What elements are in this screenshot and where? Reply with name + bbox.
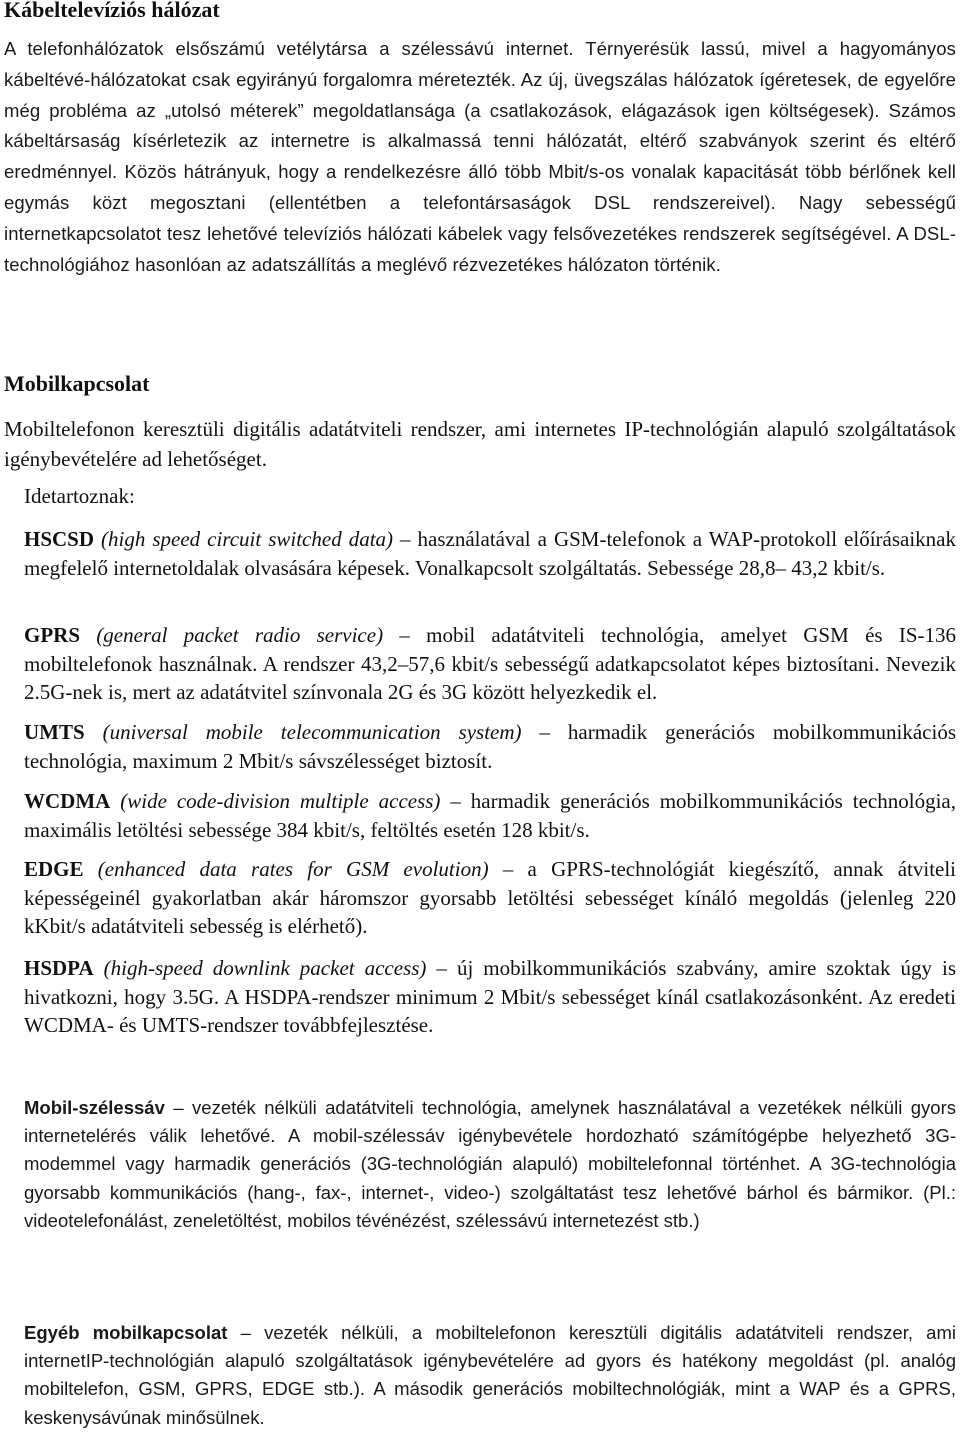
term-umts: UMTS [24, 720, 85, 744]
section-heading-cable-tv: Kábeltelevíziós hálózat [4, 0, 220, 22]
text-wcdma: – harmadik generációs mobilkommunikációs technológia, maximális letöltési sebessége 384 kbit/s, feltöltés esetén 128 kbit/s. [24, 789, 956, 842]
paragraph-cable-tv: A telefonhálózatok elsőszámú vetélytársa a szélessávú internet. Térnyerésük lassú, mivel a hagyományos kábeltévé-hálózatokat csak egyirányú forgalomra méretezték. Az új, üvegszálas hálózatok ígéretesek, de egyelőre még probléma az „utolsó méterek” megoldatlansága (a csatlakozások, elágazások igen költségesek). Számos kábeltársaság kísérletezik az internetre is alkalmassá tenni hálózatát, eltérő szabványok szerint és eltérő eredménnyel. Közös hátrányuk, hogy a rendelkezésre álló több Mbit/s-os vonalak kapacitását több bérlőnek kell egymás közt megosztani (ellentétben a telefontársaságok DSL rendszereivel). Nagy sebességű internetkapcsolatot tesz lehetővé televíziós hálózati kábelek vagy felsővezetékes rendszerek segítségével. A DSL-technológiához hasonlóan az adatszállítás a meglévő rézvezetékes hálózaton történik. [4, 38, 956, 275]
term-wcdma: WCDMA [24, 789, 111, 813]
list-item-hsdpa [24, 954, 956, 1040]
term-hscsd: HSCSD [24, 527, 95, 551]
text-mobile-broadband: – vezeték nélküli adatátviteli technológia, amelynek használatával a vezetékek nélküli gyors internetelérés válik lehetővé. A mobil-szélessáv igénybevétele hordozható számítógépbe helyezhető 3G-modemmel vagy harmadik generációs (3G-technológián alapuló) mobiltelefonnal történhet. A 3G-technológia gyorsabb kommunikációs (hang-, fax-, internet-, video-) szolgáltatást tesz lehetővé bárhol és bármikor. (Pl.: videotelefonálást, zeneletöltést, mobilos tévénézést, szélessávú internetezést stb.) [24, 1097, 956, 1231]
list-item-wcdma [24, 787, 956, 844]
list-item-hscsd [24, 525, 956, 582]
expansion-wcdma: (wide code-division multiple access) [120, 789, 441, 813]
paragraph-other-mobile [24, 1319, 956, 1432]
section-heading-mobile: Mobilkapcsolat [4, 371, 150, 396]
term-gprs: GPRS [24, 623, 81, 647]
term-other-mobile: Egyéb mobilkapcsolat [24, 1322, 228, 1343]
text-edge: – a GPRS-technológiát kiegészítő, annak átviteli képességeinél gyakorlatban akár háromszor gyorsabb letöltési sebességet kínáló megoldás (jelenleg 220 kKbit/s adatátviteli sebesség is elérhető). [24, 857, 957, 938]
expansion-edge: (enhanced data rates for GSM evolution) [97, 857, 489, 881]
text-other-mobile: – vezeték nélküli, a mobiltelefonon keresztüli digitális adatátviteli rendszer, ami internetIP-technológián alapuló szolgáltatások igénybevételére ad gyors és hatékony megoldást (pl. analóg mobiltelefon, GSM, GPRS, EDGE stb.). A második generációs mobiltechnológiák, mint a WAP és a GPRS, keskenysávúnak minősülnek. [24, 1322, 956, 1428]
expansion-gprs: (general packet radio service) [96, 623, 384, 647]
paragraph-mobile-broadband [24, 1094, 956, 1235]
term-hsdpa: HSDPA [24, 956, 94, 980]
term-mobile-broadband: Mobil-szélessáv [24, 1097, 165, 1118]
expansion-hscsd: (high speed circuit switched data) [101, 527, 394, 551]
list-item-edge [24, 855, 956, 941]
text-gprs: – mobil adatátviteli technológia, amelyet GSM és IS-136 mobiltelefonok használnak. A rendszer 43,2–57,6 kbit/s sebességű adatkapcsolatot képes biztosítani. Nevezik 2.5G-nek is, mert az adatátvitel színvonala 2G és 3G között helyezkedik el. [24, 623, 957, 704]
text-umts: – harmadik generációs mobilkommunikációs technológia, maximum 2 Mbit/s sávszélességet biztosít. [24, 720, 956, 773]
term-edge: EDGE [24, 857, 84, 881]
paragraph-mobile-intro: Mobiltelefonon keresztüli digitális adatátviteli rendszer, ami internetes IP-technológián alapuló szolgáltatások igénybevételére ad lehetőséget. [4, 417, 956, 471]
text-hscsd: – használatával a GSM-telefonok a WAP-protokoll előírásaiknak megfelelő internetoldalak olvasására képesek. Vonalkapcsolt szolgáltatás. Sebessége 28,8– 43,2 kbit/s. [24, 527, 956, 580]
text-hsdpa: – új mobilkommunikációs szabvány, amire szoktak úgy is hivatkozni, hogy 3.5G. A HSDPA-rendszer minimum 2 Mbit/s sebességet kínál csatlakozásonként. Az eredeti WCDMA- és UMTS-rendszer továbbfejlesztése. [24, 956, 956, 1037]
list-item-umts [24, 718, 956, 775]
expansion-hsdpa: (high-speed downlink packet access) [103, 956, 427, 980]
expansion-umts: (universal mobile telecommunication system) [102, 720, 522, 744]
list-label: Idetartoznak: [24, 484, 135, 508]
list-item-gprs [24, 621, 956, 707]
